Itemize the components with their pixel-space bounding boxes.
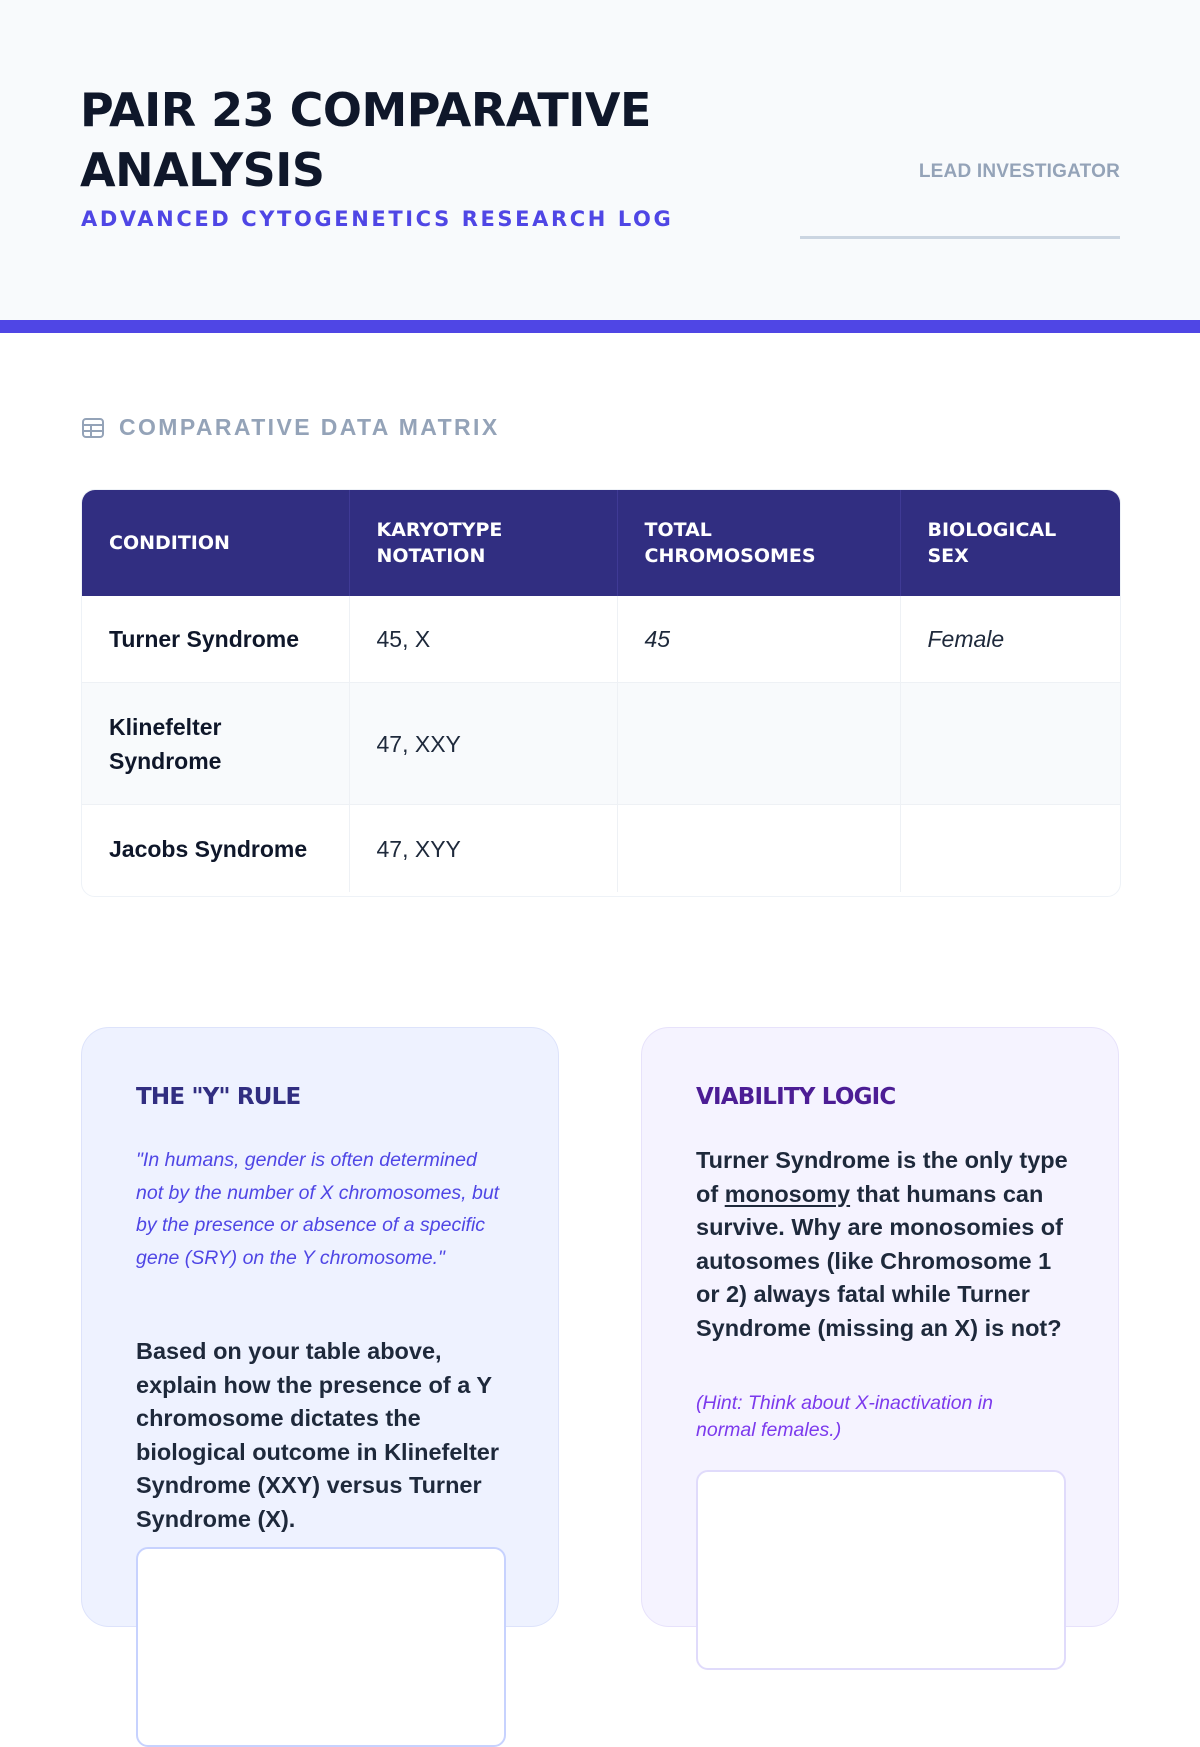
y-rule-card [81,1027,559,1627]
biological-sex-cell[interactable] [900,683,1120,805]
matrix-label: COMPARATIVE DATA MATRIX [119,414,500,440]
condition-cell: Klinefelter Syndrome [82,683,349,805]
viability-logic-card [641,1027,1119,1627]
total-chromosomes-cell[interactable]: 45 [617,596,900,683]
y-rule-prompt: Based on your table above, explain how the presence of a Y chromosome dictates the biological outcome in Klinefelter Syndrome (XXY) versus Turner Syndrome (X). [136,1338,499,1532]
prompt-text-end: that humans can survive. Why are monosomies of autosomes (like Chromosome 1 or 2) always fatal while Turner Syndrome (missing an X) is not? [696,1180,1063,1341]
comparative-data-table [81,489,1121,897]
total-chromosomes-cell[interactable] [617,805,900,893]
lead-investigator-field[interactable] [800,236,1120,239]
lead-investigator-label: LEAD INVESTIGATOR [918,161,1120,182]
y-rule-answer-box[interactable] [136,1547,506,1747]
biological-sex-cell[interactable]: Female [900,596,1120,683]
condition-cell: Jacobs Syndrome [82,805,349,893]
page-header [0,0,1200,320]
column-header-total-chromosomes: TOTAL CHROMOSOMES [617,490,900,596]
column-header-condition: CONDITION [82,490,349,596]
y-rule-title: THE "Y" RULE [136,1084,301,1110]
table-row [82,683,1120,805]
viability-logic-hint: (Hint: Think about X-inactivation in normal females.) [696,1392,993,1441]
column-header-biological-sex: BIOLOGICAL SEX [900,490,1120,596]
viability-logic-title: VIABILITY LOGIC [696,1084,896,1110]
header-accent-bar [0,320,1200,333]
section-label-matrix [81,414,500,441]
karyotype-cell: 47, XYY [349,805,617,893]
column-header-karyotype: KARYOTYPE NOTATION [349,490,617,596]
table-row [82,805,1120,893]
biological-sex-cell[interactable] [900,805,1120,893]
total-chromosomes-cell[interactable] [617,683,900,805]
karyotype-cell: 45, X [349,596,617,683]
y-rule-quote: "In humans, gender is often determined not by the number of X chromosomes, but by the presence or absence of a specific gene (SRY) on the Y chromosome." [136,1149,500,1269]
page-title: PAIR 23 COMPARATIVE ANALYSIS [80,83,651,197]
table-row [82,596,1120,683]
viability-logic-prompt [696,1144,1071,1345]
condition-cell: Turner Syndrome [82,596,349,683]
karyotype-cell: 47, XXY [349,683,617,805]
table-icon [81,416,105,440]
monosomy-term: monosomy [724,1180,851,1207]
prompt-text-start: Turner Syndrome is the only type of [696,1147,1068,1207]
page-subtitle: ADVANCED CYTOGENETICS RESEARCH LOG [81,207,674,231]
viability-answer-box[interactable] [696,1470,1066,1670]
